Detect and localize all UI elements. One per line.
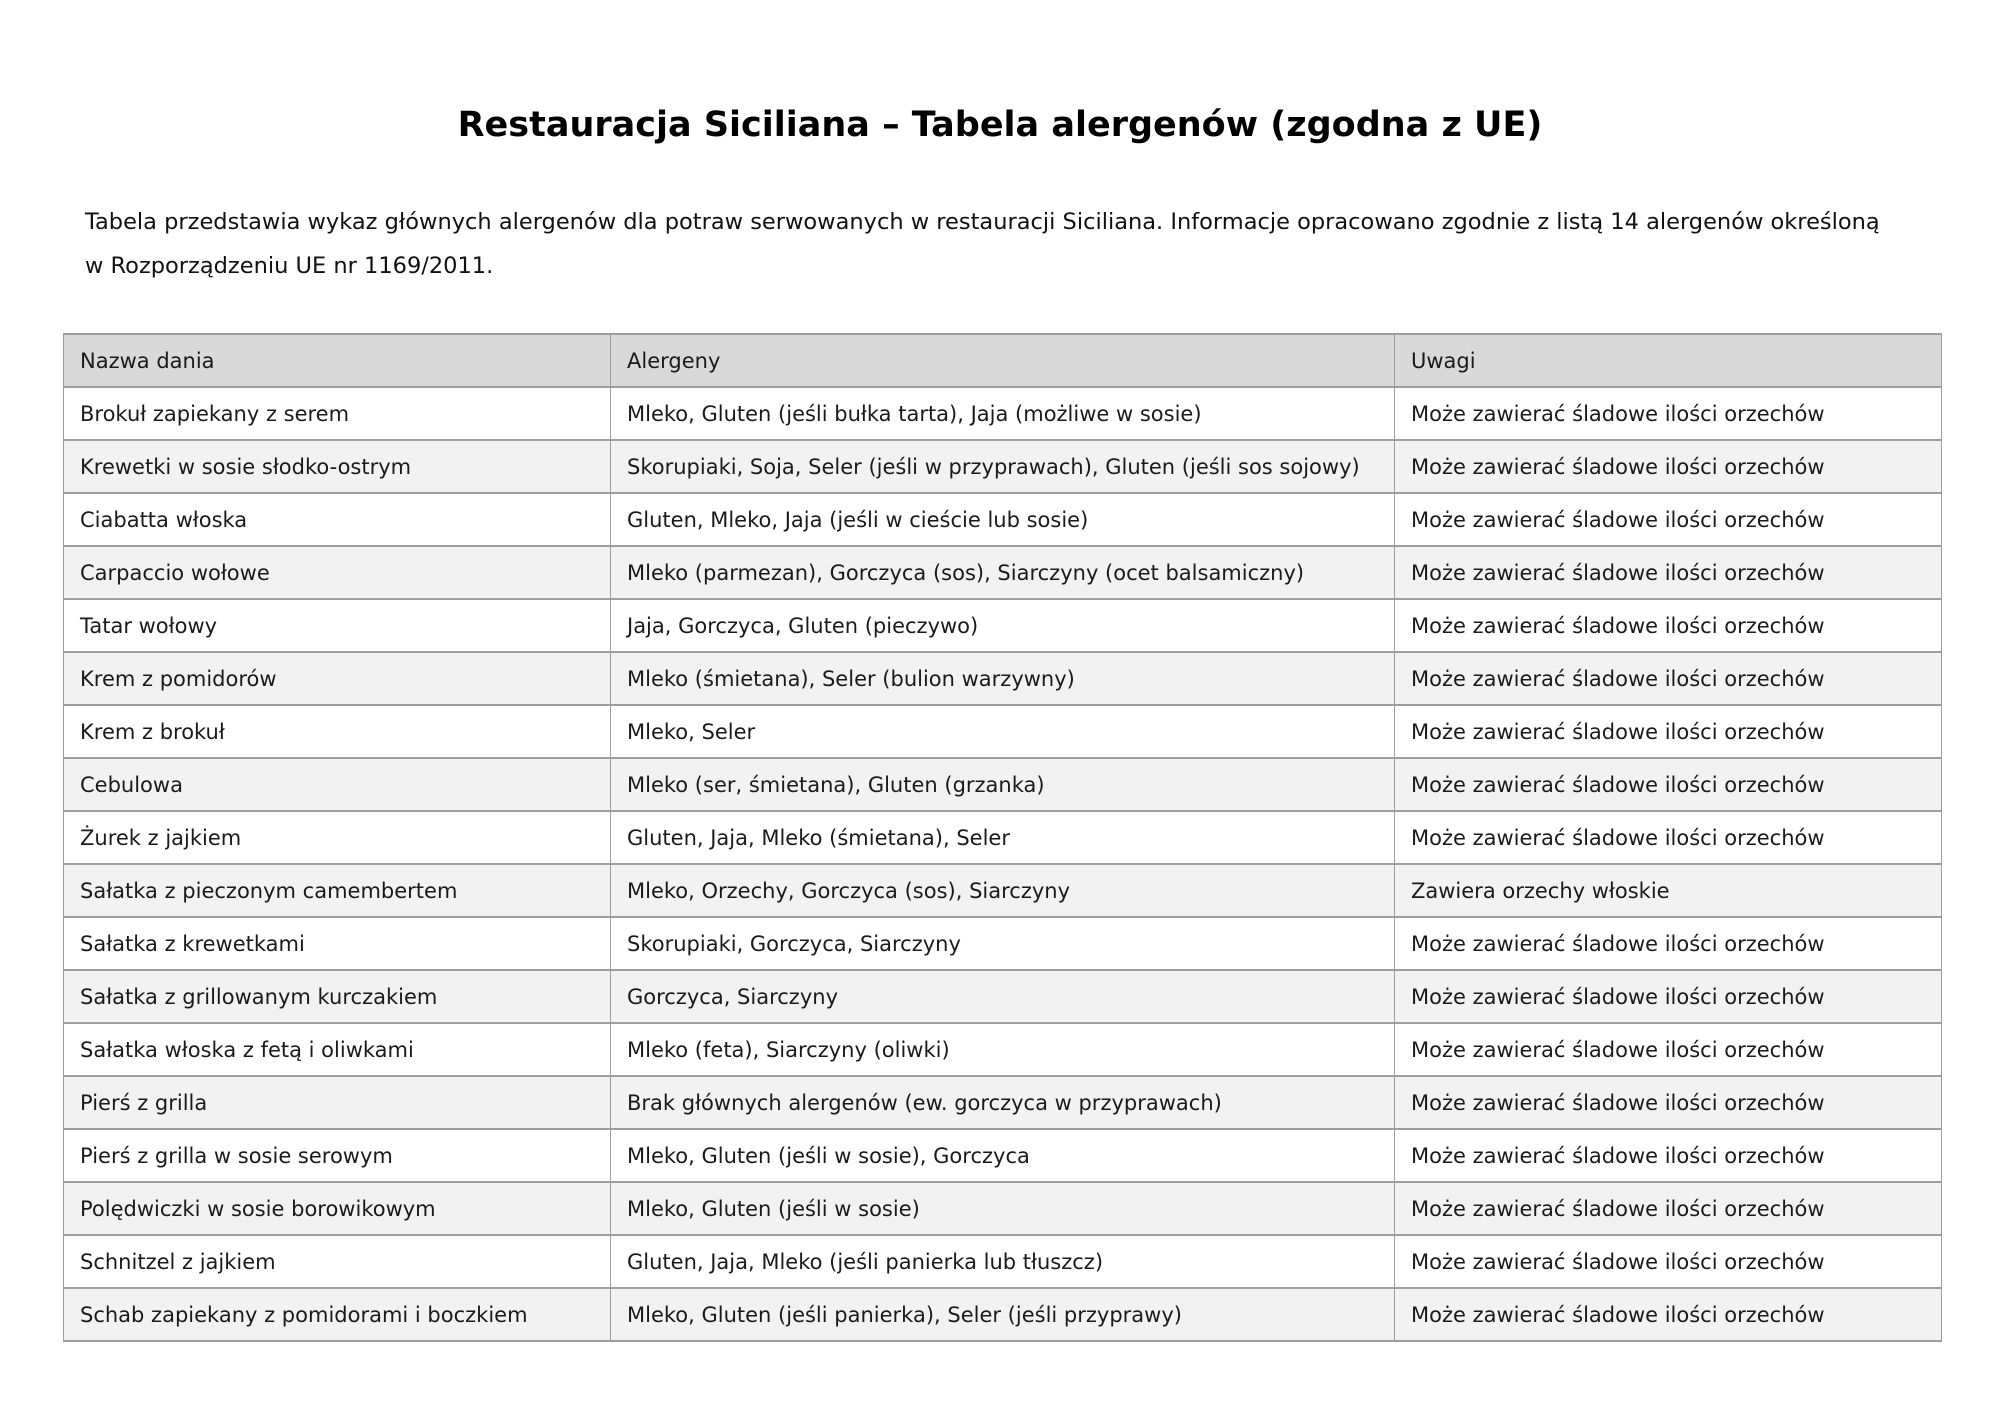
column-header-notes: Uwagi <box>1395 334 1942 387</box>
table-row <box>64 1076 1942 1129</box>
notes-cell: Może zawierać śladowe ilości orzechów <box>1395 970 1942 1023</box>
allergens-cell: Gluten, Jaja, Mleko (śmietana), Seler <box>611 811 1395 864</box>
dish-name-cell: Polędwiczki w sosie borowikowym <box>64 1182 611 1235</box>
notes-cell: Może zawierać śladowe ilości orzechów <box>1395 652 1942 705</box>
dish-name-cell: Ciabatta włoska <box>64 493 611 546</box>
allergens-cell: Gorczyca, Siarczyny <box>611 970 1395 1023</box>
table-row <box>64 758 1942 811</box>
table-row <box>64 1182 1942 1235</box>
allergens-cell: Gluten, Mleko, Jaja (jeśli w cieście lub sosie) <box>611 493 1395 546</box>
dish-name-cell: Brokuł zapiekany z serem <box>64 387 611 440</box>
notes-cell: Może zawierać śladowe ilości orzechów <box>1395 493 1942 546</box>
dish-name-cell: Krem z pomidorów <box>64 652 611 705</box>
allergens-cell: Gluten, Jaja, Mleko (jeśli panierka lub tłuszcz) <box>611 1235 1395 1288</box>
notes-cell: Może zawierać śladowe ilości orzechów <box>1395 599 1942 652</box>
page-title: Restauracja Siciliana – Tabela alergenów (zgodna z UE) <box>457 105 1543 145</box>
table-header <box>64 334 1942 387</box>
header-row <box>64 334 1942 387</box>
notes-cell: Może zawierać śladowe ilości orzechów <box>1395 705 1942 758</box>
allergens-cell: Mleko (parmezan), Gorczyca (sos), Siarczyny (ocet balsamiczny) <box>611 546 1395 599</box>
dish-name-cell: Krem z brokuł <box>64 705 611 758</box>
allergens-cell: Mleko, Gluten (jeśli bułka tarta), Jaja (możliwe w sosie) <box>611 387 1395 440</box>
table-row <box>64 599 1942 652</box>
allergens-cell: Mleko, Gluten (jeśli panierka), Seler (jeśli przyprawy) <box>611 1288 1395 1341</box>
allergens-cell: Mleko (feta), Siarczyny (oliwki) <box>611 1023 1395 1076</box>
dish-name-cell: Pierś z grilla w sosie serowym <box>64 1129 611 1182</box>
allergens-cell: Skorupiaki, Gorczyca, Siarczyny <box>611 917 1395 970</box>
table-body <box>64 387 1942 1341</box>
table-row <box>64 387 1942 440</box>
dish-name-cell: Sałatka włoska z fetą i oliwkami <box>64 1023 611 1076</box>
allergens-cell: Mleko (śmietana), Seler (bulion warzywny) <box>611 652 1395 705</box>
notes-cell: Może zawierać śladowe ilości orzechów <box>1395 811 1942 864</box>
allergen-table <box>63 333 1942 1342</box>
notes-cell: Może zawierać śladowe ilości orzechów <box>1395 917 1942 970</box>
notes-cell: Może zawierać śladowe ilości orzechów <box>1395 387 1942 440</box>
allergens-cell: Mleko, Orzechy, Gorczyca (sos), Siarczyny <box>611 864 1395 917</box>
notes-cell: Może zawierać śladowe ilości orzechów <box>1395 440 1942 493</box>
notes-cell: Może zawierać śladowe ilości orzechów <box>1395 1288 1942 1341</box>
table-row <box>64 864 1942 917</box>
notes-cell: Może zawierać śladowe ilości orzechów <box>1395 758 1942 811</box>
table-row <box>64 1288 1942 1341</box>
allergens-cell: Mleko, Seler <box>611 705 1395 758</box>
notes-cell: Może zawierać śladowe ilości orzechów <box>1395 1076 1942 1129</box>
dish-name-cell: Żurek z jajkiem <box>64 811 611 864</box>
table-row <box>64 440 1942 493</box>
dish-name-cell: Schab zapiekany z pomidorami i boczkiem <box>64 1288 611 1341</box>
allergens-cell: Mleko, Gluten (jeśli w sosie) <box>611 1182 1395 1235</box>
table-row <box>64 493 1942 546</box>
dish-name-cell: Sałatka z krewetkami <box>64 917 611 970</box>
notes-cell: Może zawierać śladowe ilości orzechów <box>1395 1129 1942 1182</box>
notes-cell: Może zawierać śladowe ilości orzechów <box>1395 546 1942 599</box>
dish-name-cell: Cebulowa <box>64 758 611 811</box>
table-row <box>64 970 1942 1023</box>
allergens-cell: Skorupiaki, Soja, Seler (jeśli w przyprawach), Gluten (jeśli sos sojowy) <box>611 440 1395 493</box>
dish-name-cell: Sałatka z grillowanym kurczakiem <box>64 970 611 1023</box>
dish-name-cell: Krewetki w sosie słodko-ostrym <box>64 440 611 493</box>
table-row <box>64 811 1942 864</box>
allergens-cell: Brak głównych alergenów (ew. gorczyca w przyprawach) <box>611 1076 1395 1129</box>
table-row <box>64 652 1942 705</box>
table-row <box>64 917 1942 970</box>
allergens-cell: Mleko, Gluten (jeśli w sosie), Gorczyca <box>611 1129 1395 1182</box>
allergens-cell: Mleko (ser, śmietana), Gluten (grzanka) <box>611 758 1395 811</box>
document-page <box>0 104 2000 1414</box>
table-row <box>64 1023 1942 1076</box>
dish-name-cell: Tatar wołowy <box>64 599 611 652</box>
dish-name-cell: Pierś z grilla <box>64 1076 611 1129</box>
dish-name-cell: Sałatka z pieczonym camembertem <box>64 864 611 917</box>
notes-cell: Może zawierać śladowe ilości orzechów <box>1395 1235 1942 1288</box>
column-header-allergens: Alergeny <box>611 334 1395 387</box>
table-row <box>64 705 1942 758</box>
table-row <box>64 1129 1942 1182</box>
dish-name-cell: Schnitzel z jajkiem <box>64 1235 611 1288</box>
notes-cell: Może zawierać śladowe ilości orzechów <box>1395 1023 1942 1076</box>
notes-cell: Może zawierać śladowe ilości orzechów <box>1395 1182 1942 1235</box>
allergens-cell: Jaja, Gorczyca, Gluten (pieczywo) <box>611 599 1395 652</box>
column-header-dish: Nazwa dania <box>64 334 611 387</box>
dish-name-cell: Carpaccio wołowe <box>64 546 611 599</box>
table-row <box>64 546 1942 599</box>
notes-cell: Zawiera orzechy włoskie <box>1395 864 1942 917</box>
intro-text: Tabela przedstawia wykaz głównych alergenów dla potraw serwowanych w restauracji Siciliana. Informacje opracowano zgodnie z listą 14 alergenów określoną w Rozporządzeniu UE nr 1169/2011. <box>85 209 1880 279</box>
table-row <box>64 1235 1942 1288</box>
